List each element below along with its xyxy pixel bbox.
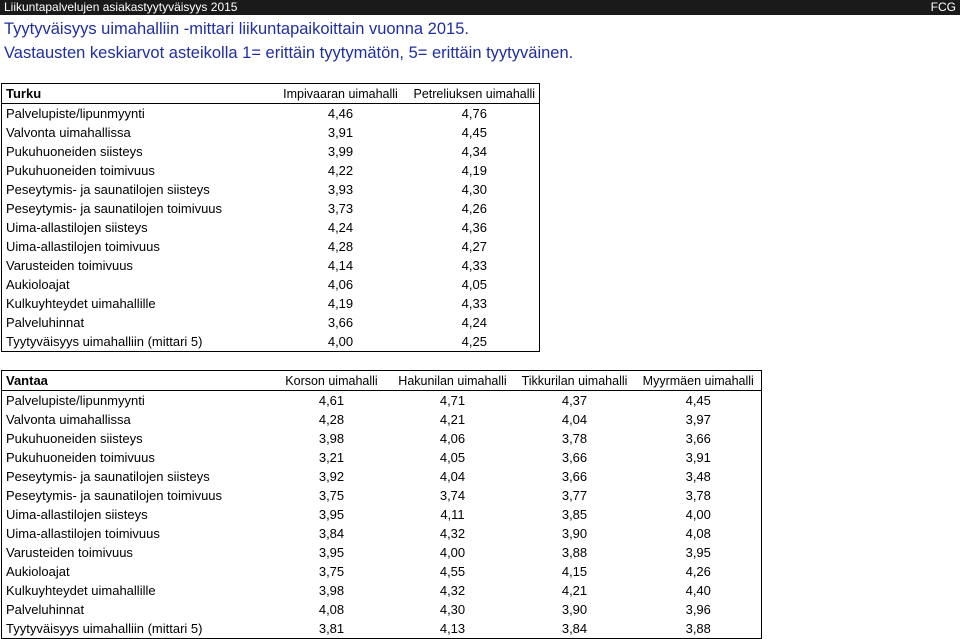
score-cell: 4,06 xyxy=(439,430,466,446)
score-cell: 3,66 xyxy=(636,429,762,448)
row-label: Palveluhinnat xyxy=(2,313,272,332)
score-cell: 3,84 xyxy=(514,619,636,639)
score-cell: 3,88 xyxy=(561,544,588,560)
score-cell: 4,15 xyxy=(561,563,588,579)
table-row xyxy=(2,123,540,142)
score-cell: 4,32 xyxy=(439,582,466,598)
page-title: Tyytyväisyys uimahalliin -mittari liikuntapaikoittain vuonna 2015. xyxy=(4,20,469,38)
row-label: Tyytyväisyys uimahalliin (mittari 5) xyxy=(2,332,272,352)
row-label: Tyytyväisyys uimahalliin (mittari 5) xyxy=(2,619,272,639)
row-label: Uima-allastilojen siisteys xyxy=(2,218,272,237)
score-cell: 4,71 xyxy=(439,392,466,408)
table-row xyxy=(2,332,540,352)
table-row xyxy=(2,313,540,332)
score-cell: 4,33 xyxy=(410,294,540,313)
table-row xyxy=(2,429,762,448)
score-cell: 3,98 xyxy=(318,430,345,446)
score-cell: 3,95 xyxy=(318,506,345,522)
score-cell: 4,00 xyxy=(636,505,762,524)
turku-table xyxy=(1,83,540,352)
header-bar xyxy=(0,0,960,15)
row-label: Uima-allastilojen siisteys xyxy=(2,505,272,524)
table-row xyxy=(2,218,540,237)
score-cell: 3,98 xyxy=(318,582,345,598)
table-row xyxy=(2,180,540,199)
score-cell: 3,78 xyxy=(561,430,588,446)
score-cell: 3,97 xyxy=(636,410,762,429)
score-cell: 4,25 xyxy=(410,332,540,352)
score-cell: 4,08 xyxy=(636,524,762,543)
table-row xyxy=(2,619,762,639)
score-cell: 3,99 xyxy=(327,143,354,159)
score-cell: 3,75 xyxy=(318,487,345,503)
score-cell: 4,24 xyxy=(410,313,540,332)
score-cell: 4,40 xyxy=(636,581,762,600)
column-header: Tikkurilan uimahalli xyxy=(514,371,636,391)
company-logo-text: FCG xyxy=(930,0,956,14)
score-cell: 4,28 xyxy=(318,411,345,427)
row-label: Pukuhuoneiden toimivuus xyxy=(2,448,272,467)
score-cell: 3,78 xyxy=(636,486,762,505)
score-cell: 4,19 xyxy=(410,161,540,180)
score-cell: 3,90 xyxy=(561,601,588,617)
score-cell: 3,48 xyxy=(636,467,762,486)
score-cell: 3,81 xyxy=(272,619,392,639)
row-label: Pukuhuoneiden toimivuus xyxy=(2,161,272,180)
score-cell: 3,88 xyxy=(636,619,762,639)
score-cell: 3,84 xyxy=(318,525,345,541)
score-cell: 3,21 xyxy=(318,449,345,465)
vantaa-table xyxy=(1,370,762,639)
table-row xyxy=(2,600,762,619)
score-cell: 3,66 xyxy=(327,314,354,330)
score-cell: 4,00 xyxy=(272,332,410,352)
score-cell: 4,04 xyxy=(561,411,588,427)
row-label: Aukioloajat xyxy=(2,275,272,294)
row-label: Palvelupiste/lipunmyynti xyxy=(2,391,272,411)
table-row xyxy=(2,161,540,180)
score-cell: 4,08 xyxy=(318,601,345,617)
score-cell: 4,61 xyxy=(318,392,345,408)
table-row xyxy=(2,275,540,294)
score-cell: 4,13 xyxy=(392,619,514,639)
score-cell: 3,92 xyxy=(318,468,345,484)
page-subtitle: Vastausten keskiarvot asteikolla 1= erittäin tyytymätön, 5= erittäin tyytyväinen. xyxy=(4,44,574,62)
score-cell: 4,05 xyxy=(439,449,466,465)
row-label: Peseytymis- ja saunatilojen siisteys xyxy=(2,180,272,199)
table-row xyxy=(2,448,762,467)
score-cell: 3,95 xyxy=(318,544,345,560)
column-header: Impivaaran uimahalli xyxy=(272,84,410,104)
row-label: Kulkuyhteydet uimahallille xyxy=(2,294,272,313)
column-header: Myyrmäen uimahalli xyxy=(636,371,762,391)
score-cell: 3,66 xyxy=(561,449,588,465)
score-cell: 4,32 xyxy=(439,525,466,541)
score-cell: 3,75 xyxy=(318,563,345,579)
table-row xyxy=(2,199,540,218)
score-cell: 4,76 xyxy=(410,104,540,124)
score-cell: 4,26 xyxy=(636,562,762,581)
row-label: Varusteiden toimivuus xyxy=(2,256,272,275)
score-cell: 4,55 xyxy=(439,563,466,579)
score-cell: 4,27 xyxy=(410,237,540,256)
score-cell: 3,91 xyxy=(636,448,762,467)
row-label: Peseytymis- ja saunatilojen toimivuus xyxy=(2,199,272,218)
row-label: Palveluhinnat xyxy=(2,600,272,619)
table-header-row xyxy=(2,84,540,104)
score-cell: 4,26 xyxy=(410,199,540,218)
table-row xyxy=(2,524,762,543)
city-name: Vantaa xyxy=(2,371,272,391)
row-label: Varusteiden toimivuus xyxy=(2,543,272,562)
score-cell: 3,96 xyxy=(636,600,762,619)
score-cell: 4,05 xyxy=(410,275,540,294)
table-row xyxy=(2,391,762,411)
city-name: Turku xyxy=(2,84,272,104)
report-name: Liikuntapalvelujen asiakastyytyväisyys 2015 xyxy=(4,0,238,14)
score-cell: 4,21 xyxy=(439,411,466,427)
row-label: Peseytymis- ja saunatilojen siisteys xyxy=(2,467,272,486)
score-cell: 4,04 xyxy=(439,468,466,484)
score-cell: 4,19 xyxy=(327,295,354,311)
row-label: Valvonta uimahallissa xyxy=(2,123,272,142)
score-cell: 4,45 xyxy=(636,391,762,411)
table-row xyxy=(2,294,540,313)
score-cell: 4,22 xyxy=(327,162,354,178)
row-label: Uima-allastilojen toimivuus xyxy=(2,237,272,256)
score-cell: 4,11 xyxy=(440,506,465,522)
score-cell: 4,34 xyxy=(410,142,540,161)
row-label: Pukuhuoneiden siisteys xyxy=(2,429,272,448)
score-cell: 4,46 xyxy=(327,105,354,121)
score-cell: 3,74 xyxy=(439,487,466,503)
column-header: Petreliuksen uimahalli xyxy=(410,84,540,104)
table-row xyxy=(2,562,762,581)
score-cell: 4,06 xyxy=(327,276,354,292)
score-cell: 3,93 xyxy=(327,181,354,197)
score-cell: 4,14 xyxy=(327,257,354,273)
column-header: Korson uimahalli xyxy=(272,371,392,391)
table-row xyxy=(2,237,540,256)
score-cell: 4,45 xyxy=(410,123,540,142)
row-label: Aukioloajat xyxy=(2,562,272,581)
table-row xyxy=(2,256,540,275)
score-cell: 3,95 xyxy=(636,543,762,562)
table-row xyxy=(2,410,762,429)
score-cell: 3,73 xyxy=(327,200,354,216)
row-label: Palvelupiste/lipunmyynti xyxy=(2,104,272,124)
table-row xyxy=(2,486,762,505)
score-cell: 3,66 xyxy=(561,468,588,484)
row-label: Valvonta uimahallissa xyxy=(2,410,272,429)
table-row xyxy=(2,505,762,524)
table-header-row xyxy=(2,371,762,391)
score-cell: 4,30 xyxy=(439,601,466,617)
table-row xyxy=(2,581,762,600)
score-cell: 4,33 xyxy=(410,256,540,275)
score-cell: 3,90 xyxy=(561,525,588,541)
score-cell: 4,24 xyxy=(327,219,354,235)
row-label: Uima-allastilojen toimivuus xyxy=(2,524,272,543)
table-row xyxy=(2,543,762,562)
score-cell: 4,36 xyxy=(410,218,540,237)
table-row xyxy=(2,142,540,161)
score-cell: 4,28 xyxy=(327,238,354,254)
table-row xyxy=(2,104,540,124)
row-label: Peseytymis- ja saunatilojen toimivuus xyxy=(2,486,272,505)
table-row xyxy=(2,467,762,486)
score-cell: 3,91 xyxy=(327,124,354,140)
column-header: Hakunilan uimahalli xyxy=(392,371,514,391)
score-cell: 4,30 xyxy=(410,180,540,199)
score-cell: 4,21 xyxy=(561,582,588,598)
row-label: Kulkuyhteydet uimahallille xyxy=(2,581,272,600)
score-cell: 3,77 xyxy=(561,487,588,503)
score-cell: 4,00 xyxy=(439,544,466,560)
score-cell: 3,85 xyxy=(561,506,588,522)
row-label: Pukuhuoneiden siisteys xyxy=(2,142,272,161)
score-cell: 4,37 xyxy=(561,392,588,408)
